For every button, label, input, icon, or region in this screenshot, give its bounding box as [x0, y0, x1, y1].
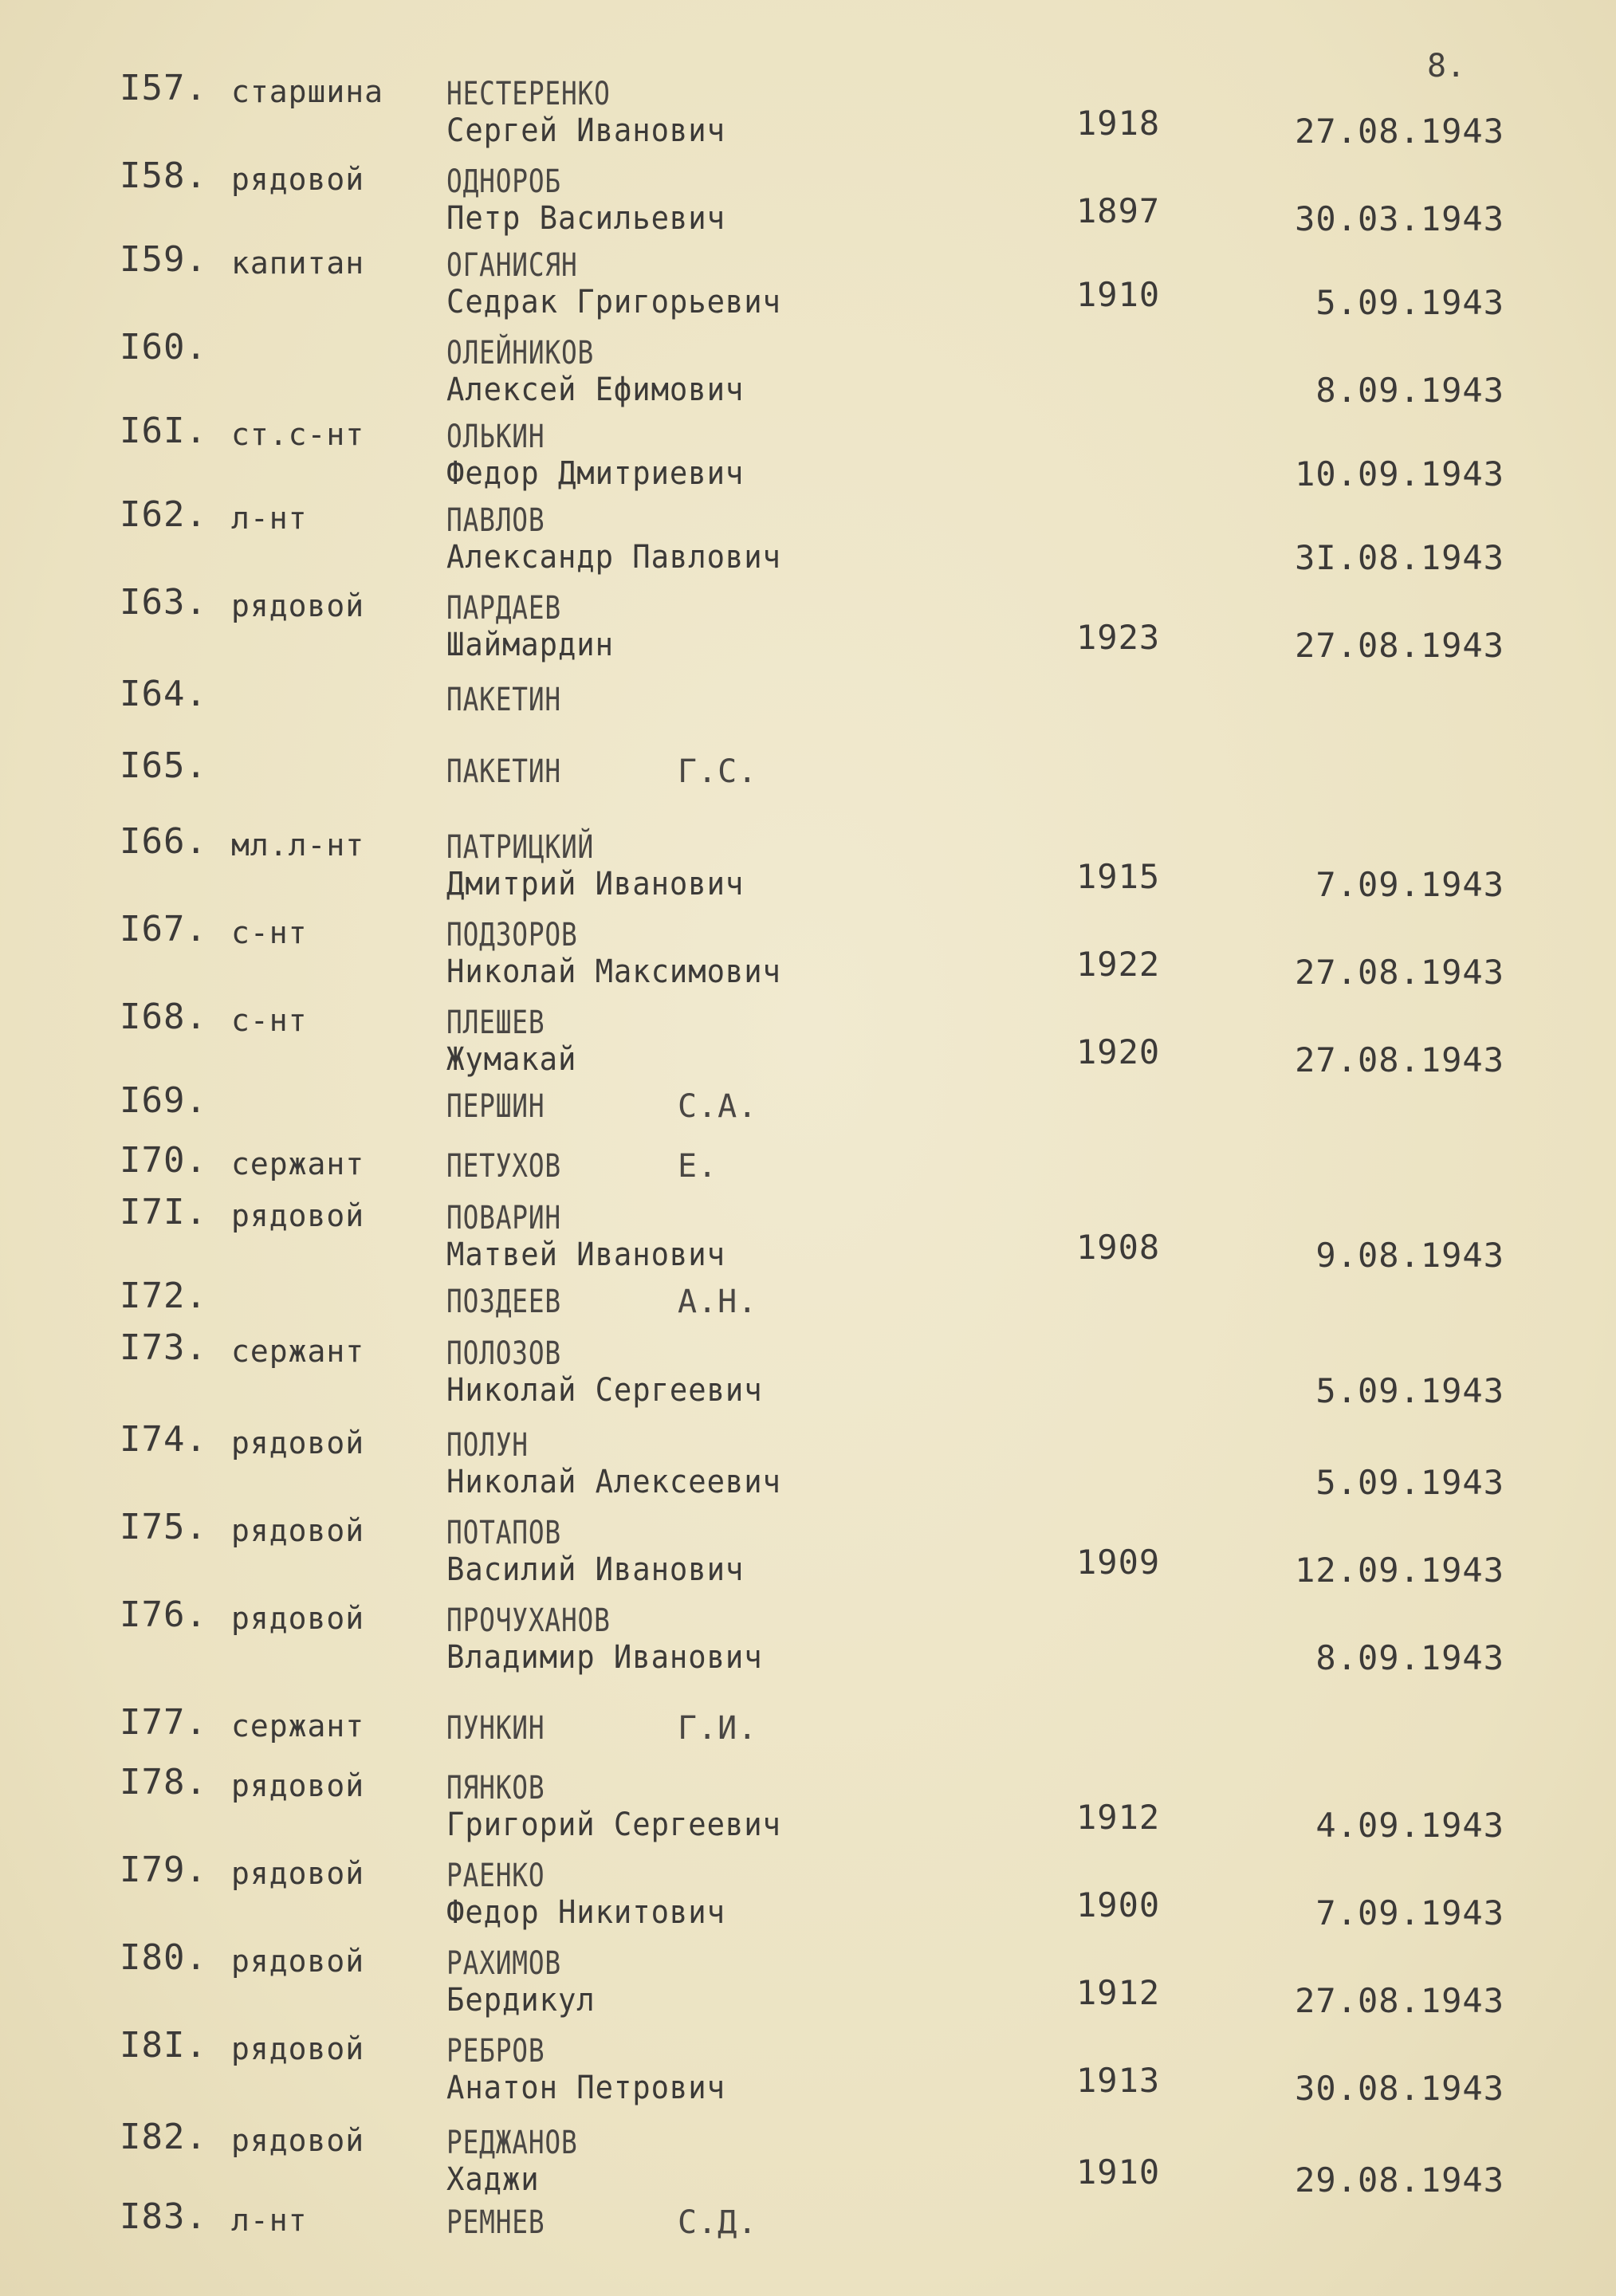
entry-initials: Г.И.	[678, 1710, 758, 1747]
entry-surname: ПАРДАЕВ	[446, 590, 561, 627]
entry-rank: рядовой	[231, 1425, 365, 1461]
entry-birth-year: 1897	[1076, 191, 1161, 230]
entry-rank: ст.с-нт	[231, 417, 365, 452]
entry-given-names: Федор Дмитриевич	[446, 455, 745, 492]
entry-number: I59.	[120, 239, 207, 280]
entry-number: I75.	[120, 1507, 207, 1547]
entry-surname: ПАВЛОВ	[446, 502, 545, 539]
entry-rank: рядовой	[231, 1856, 365, 1891]
entry-birth-year: 1915	[1076, 857, 1161, 896]
entry-birth-year: 1908	[1076, 1228, 1161, 1267]
entry-initials: А.Н.	[678, 1284, 758, 1320]
entry-date: 10.09.1943	[1295, 454, 1504, 493]
entry-number: I58.	[120, 155, 207, 196]
entry-given-names: Александр Павлович	[446, 539, 781, 576]
list-entry	[0, 674, 1616, 721]
entry-number: I77.	[120, 1702, 207, 1743]
list-entry	[0, 1276, 1616, 1323]
entry-date: 27.08.1943	[1295, 1040, 1504, 1079]
entry-surname: ПАТРИЦКИЙ	[446, 829, 595, 866]
entry-rank: сержант	[231, 1146, 365, 1181]
entry-given-names: Василий Иванович	[446, 1551, 745, 1588]
entry-surname: ПЯНКОВ	[446, 1770, 545, 1807]
entry-initials: С.Д.	[678, 2204, 758, 2241]
entry-number: I68.	[120, 997, 207, 1037]
entry-surname: ПАКЕТИН	[446, 753, 561, 790]
entry-given-names: Григорий Сергеевич	[446, 1807, 781, 1843]
entry-date: 7.09.1943	[1315, 865, 1504, 904]
entry-birth-year: 1922	[1076, 945, 1161, 984]
entry-surname: ПЛЕШЕВ	[446, 1005, 545, 1041]
list-entry	[0, 1419, 1616, 1502]
entry-birth-year: 1918	[1076, 104, 1161, 143]
entry-number: I76.	[120, 1594, 207, 1635]
entry-given-names: Николай Алексеевич	[446, 1464, 781, 1500]
entry-birth-year: 1910	[1076, 275, 1161, 314]
entry-surname: ОЛЕЙНИКОВ	[446, 335, 595, 372]
entry-initials: Е.	[678, 1148, 718, 1185]
entry-date: 9.08.1943	[1315, 1236, 1504, 1275]
entry-number: I57.	[120, 68, 207, 108]
entry-number: I83.	[120, 2196, 207, 2237]
entry-number: I74.	[120, 1419, 207, 1460]
entry-initials: С.А.	[678, 1088, 758, 1125]
entry-date: 3I.08.1943	[1295, 538, 1504, 577]
entry-number: I70.	[120, 1140, 207, 1181]
entry-date: 5.09.1943	[1315, 1463, 1504, 1502]
entry-rank: с-нт	[231, 915, 308, 950]
entry-number: I78.	[120, 1762, 207, 1803]
entry-surname: ПРОЧУХАНОВ	[446, 1602, 611, 1639]
entry-number: I63.	[120, 582, 207, 623]
entry-number: I62.	[120, 494, 207, 535]
entry-birth-year: 1920	[1076, 1032, 1161, 1071]
entry-surname: РЕДЖАНОВ	[446, 2125, 578, 2161]
entry-date: 27.08.1943	[1295, 112, 1504, 151]
list-entry	[0, 1937, 1616, 2020]
list-entry	[0, 909, 1616, 992]
entry-rank: старшина	[231, 74, 384, 109]
entry-given-names: Алексей Ефимович	[446, 372, 745, 408]
entry-surname: ПОВАРИН	[446, 1200, 561, 1236]
entry-given-names: Петр Васильевич	[446, 200, 725, 237]
entry-number: I64.	[120, 674, 207, 714]
entry-given-names: Николай Максимович	[446, 953, 781, 990]
list-entry	[0, 1140, 1616, 1188]
entry-number: I66.	[120, 821, 207, 862]
entry-date: 4.09.1943	[1315, 1806, 1504, 1845]
page-number: 8.	[1427, 48, 1466, 85]
entry-number: I72.	[120, 1276, 207, 1316]
entry-rank: рядовой	[231, 1601, 365, 1636]
entry-date: 30.03.1943	[1295, 199, 1504, 238]
entry-number: I82.	[120, 2117, 207, 2157]
entry-surname: ПУНКИН	[446, 1710, 545, 1747]
entry-date: 29.08.1943	[1295, 2160, 1504, 2200]
entry-given-names: Хаджи	[446, 2161, 540, 2198]
entry-number: I7I.	[120, 1192, 207, 1233]
entry-date: 27.08.1943	[1295, 1981, 1504, 2020]
entry-number: I80.	[120, 1937, 207, 1978]
list-entry	[0, 68, 1616, 151]
entry-rank: сержант	[231, 1334, 365, 1369]
entry-date: 5.09.1943	[1315, 1371, 1504, 1410]
list-entry	[0, 494, 1616, 577]
list-entry	[0, 1594, 1616, 1677]
list-entry	[0, 327, 1616, 410]
entry-given-names: Николай Сергеевич	[446, 1372, 763, 1409]
entry-rank: капитан	[231, 246, 365, 281]
entry-rank: сержант	[231, 1708, 365, 1744]
entry-birth-year: 1909	[1076, 1543, 1161, 1582]
list-entry	[0, 155, 1616, 238]
entry-given-names: Седрак Григорьевич	[446, 284, 781, 320]
entry-birth-year: 1913	[1076, 2061, 1161, 2100]
list-entry	[0, 1850, 1616, 1932]
entry-birth-year: 1910	[1076, 2152, 1161, 2192]
entry-surname: ОГАНИСЯН	[446, 247, 578, 284]
list-entry	[0, 997, 1616, 1079]
entry-surname: ПЕТУХОВ	[446, 1148, 561, 1185]
entry-surname: РЕБРОВ	[446, 2033, 545, 2070]
entry-number: I67.	[120, 909, 207, 949]
entry-birth-year: 1923	[1076, 618, 1161, 657]
list-entry	[0, 411, 1616, 493]
entry-given-names: Анатон Петрович	[446, 2070, 725, 2106]
entry-rank: рядовой	[231, 162, 365, 197]
entry-rank: л-нт	[231, 2203, 308, 2238]
entry-number: I8I.	[120, 2025, 207, 2066]
entry-surname: ПОДЗОРОВ	[446, 917, 578, 953]
list-entry	[0, 1080, 1616, 1128]
entry-date: 12.09.1943	[1295, 1551, 1504, 1590]
entry-rank: с-нт	[231, 1003, 308, 1038]
entry-birth-year: 1900	[1076, 1885, 1161, 1924]
list-entry	[0, 239, 1616, 322]
list-entry	[0, 821, 1616, 904]
entry-birth-year: 1912	[1076, 1798, 1161, 1837]
entry-number: I60.	[120, 327, 207, 368]
entry-surname: РЕМНЕВ	[446, 2204, 545, 2241]
entry-rank: л-нт	[231, 501, 308, 536]
entry-surname: ПАКЕТИН	[446, 682, 561, 718]
entry-number: I79.	[120, 1850, 207, 1890]
entry-date: 27.08.1943	[1295, 626, 1504, 665]
entry-number: I73.	[120, 1327, 207, 1368]
entry-date: 27.08.1943	[1295, 953, 1504, 992]
entry-rank: рядовой	[231, 2031, 365, 2066]
entry-surname: ПОЛОЗОВ	[446, 1335, 561, 1372]
list-entry	[0, 1192, 1616, 1275]
list-entry	[0, 2196, 1616, 2244]
list-entry	[0, 1702, 1616, 1750]
entry-number: I69.	[120, 1080, 207, 1121]
list-entry	[0, 1762, 1616, 1845]
entry-given-names: Сергей Иванович	[446, 112, 725, 149]
entry-given-names: Дмитрий Иванович	[446, 866, 745, 902]
entry-surname: ОДНОРОБ	[446, 163, 561, 200]
entry-number: I6I.	[120, 411, 207, 451]
entry-given-names: Шаймардин	[446, 627, 614, 663]
entry-rank: рядовой	[231, 1198, 365, 1233]
entry-surname: ПОТАПОВ	[446, 1515, 561, 1551]
entry-birth-year: 1912	[1076, 1973, 1161, 2012]
entry-surname: НЕСТЕРЕНКО	[446, 76, 611, 112]
entry-surname: РАХИМОВ	[446, 1945, 561, 1982]
entry-given-names: Владимир Иванович	[446, 1639, 763, 1676]
list-entry	[0, 2117, 1616, 2200]
entry-given-names: Бердикул	[446, 1982, 596, 2019]
entry-initials: Г.С.	[678, 753, 758, 790]
entry-rank: рядовой	[231, 1768, 365, 1803]
entry-given-names: Матвей Иванович	[446, 1236, 725, 1273]
entry-date: 8.09.1943	[1315, 371, 1504, 410]
entry-surname: ПОЗДЕЕВ	[446, 1284, 561, 1320]
entry-date: 8.09.1943	[1315, 1638, 1504, 1677]
list-entry	[0, 582, 1616, 665]
entry-date: 5.09.1943	[1315, 283, 1504, 322]
entry-rank: рядовой	[231, 588, 365, 623]
entry-surname: РАЕНКО	[446, 1858, 545, 1894]
entry-date: 30.08.1943	[1295, 2069, 1504, 2108]
entry-given-names: Федор Никитович	[446, 1894, 725, 1931]
list-entry	[0, 1507, 1616, 1590]
entry-surname: ПЕРШИН	[446, 1088, 545, 1125]
entry-surname: ОЛЬКИН	[446, 419, 545, 455]
entry-rank: мл.л-нт	[231, 828, 365, 863]
entry-given-names: Жумакай	[446, 1041, 577, 1078]
list-entry	[0, 745, 1616, 793]
entry-number: I65.	[120, 745, 207, 786]
entry-rank: рядовой	[231, 1944, 365, 1979]
entry-date: 7.09.1943	[1315, 1893, 1504, 1932]
entry-rank: рядовой	[231, 1513, 365, 1548]
entry-rank: рядовой	[231, 2123, 365, 2158]
list-entry	[0, 1327, 1616, 1410]
entry-surname: ПОЛУН	[446, 1427, 529, 1464]
list-entry	[0, 2025, 1616, 2108]
